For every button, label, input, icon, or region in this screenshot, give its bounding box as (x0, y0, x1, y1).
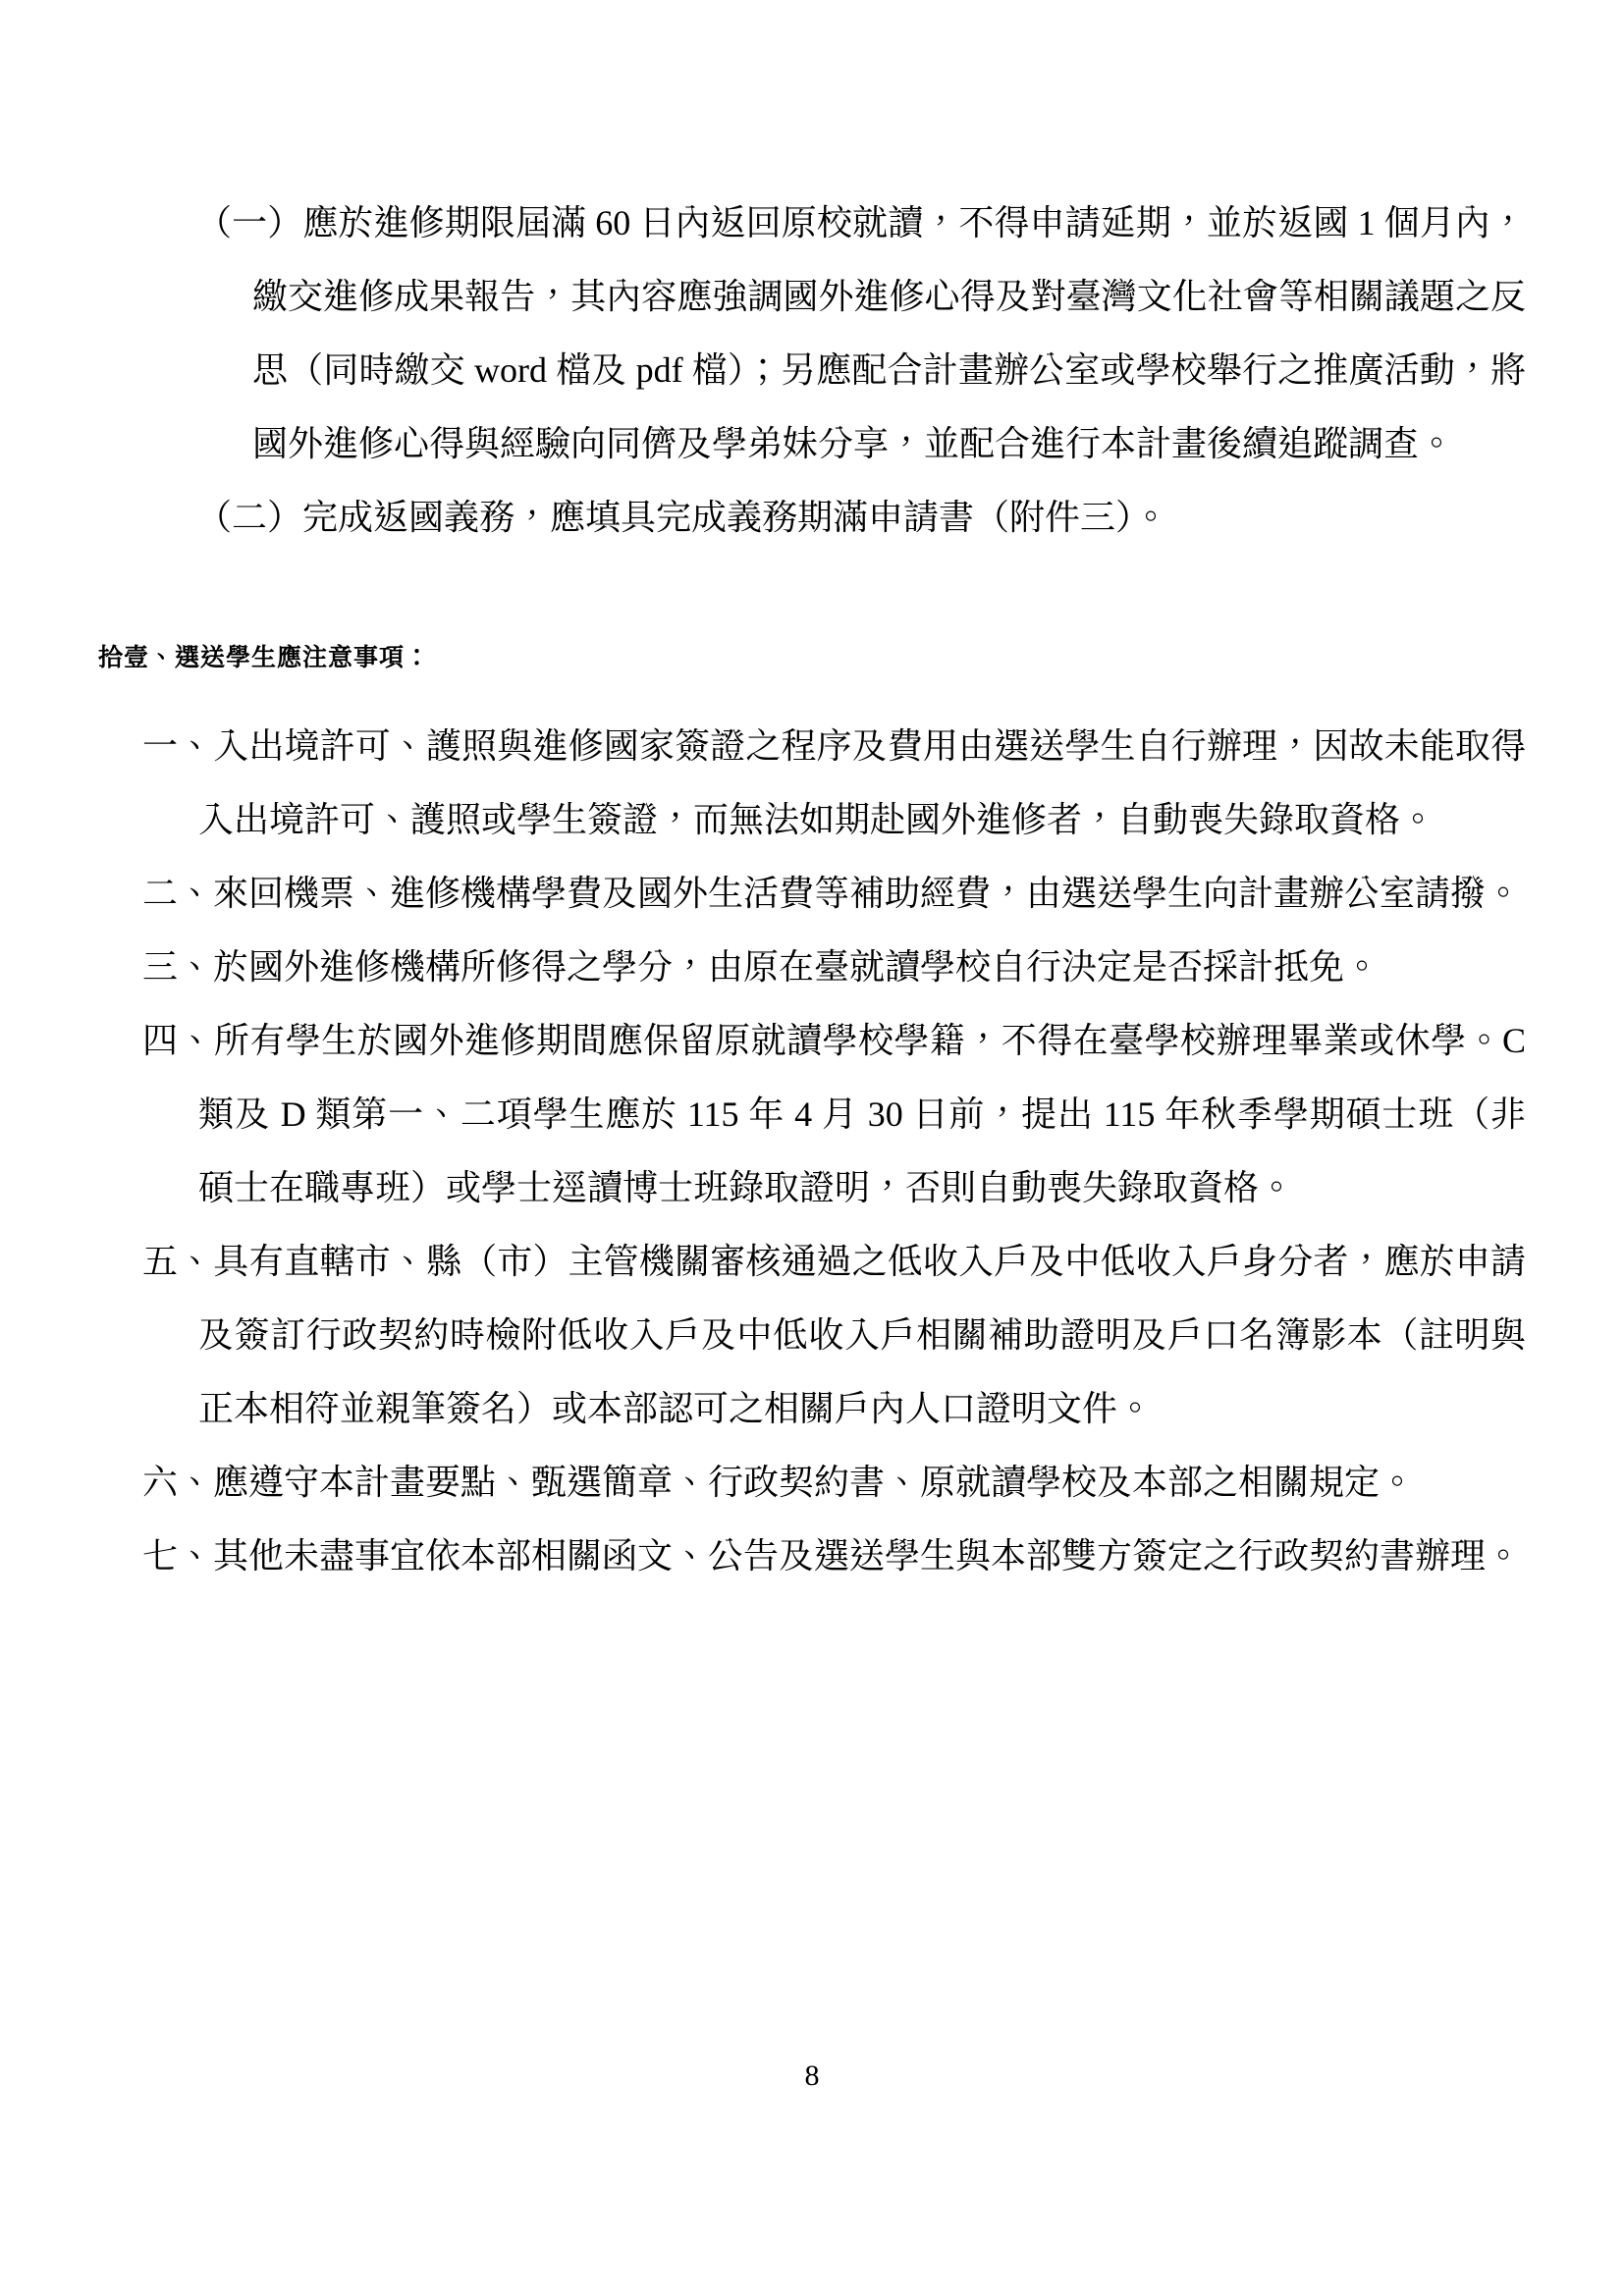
note-label: 四、 (142, 1021, 214, 1060)
note-label: 三、 (142, 947, 214, 987)
note-label: 二、 (142, 874, 214, 913)
note-text: 具有直轄市、縣（市）主管機關審核通過之低收入戶及中低收入戶身分者，應於申請及簽訂行政契約時檢附低收入戶及中低收入戶相關補助證明及戶口名簿影本（註明與正本相符並親筆簽名）或本部認可之相關戶內人口證明文件。 (198, 1242, 1526, 1428)
note-item-5 (142, 1225, 1526, 1446)
clause-item-1 (196, 187, 1526, 481)
page-number: 8 (804, 2059, 820, 2092)
note-text: 於國外進修機構所修得之學分，由原在臺就讀學校自行決定是否採計抵免。 (213, 947, 1380, 987)
note-label: 一、 (142, 726, 214, 766)
student-notes-list (98, 710, 1526, 1593)
clause-item-2 (196, 481, 1526, 555)
clause-label: （一） (196, 203, 303, 242)
return-obligation-clauses (98, 187, 1526, 555)
note-item-2 (142, 857, 1526, 931)
note-label: 五、 (142, 1242, 214, 1281)
clause-text: 應於進修期限屆滿 60 日內返回原校就讀，不得申請延期，並於返國 1 個月內，繳交進修成果報告，其內容應強調國外進修心得及對臺灣文化社會等相關議題之反思（同時繳交 word 檔及 pdf 檔）；另應配合計畫辦公室或學校舉行之推廣活動，將國外進修心得與經驗向同儕及學弟妹分享，並配合進行本計畫後續追蹤調查。 (252, 203, 1526, 463)
section-heading: 拾壹、選送學生應注意事項： (98, 644, 431, 671)
note-item-4 (142, 1004, 1526, 1225)
note-text: 所有學生於國外進修期間應保留原就讀學校學籍，不得在臺學校辦理畢業或休學。C 類及 D 類第一、二項學生應於 115 年 4 月 30 日前，提出 115 年秋季學期碩士班（非碩士在職專班）或學士逕讀博士班錄取證明，否則自動喪失錄取資格。 (198, 1021, 1526, 1207)
note-item-7 (142, 1520, 1526, 1593)
note-item-1 (142, 710, 1526, 857)
note-text: 應遵守本計畫要點、甄選簡章、行政契約書、原就讀學校及本部之相關規定。 (213, 1463, 1416, 1502)
note-text: 其他未盡事宜依本部相關函文、公告及選送學生與本部雙方簽定之行政契約書辦理。 (213, 1536, 1522, 1575)
clause-text: 完成返國義務，應填具完成義務期滿申請書（附件三）。 (302, 498, 1169, 537)
note-text: 來回機票、進修機構學費及國外生活費等補助經費，由選送學生向計畫辦公室請撥。 (213, 874, 1522, 913)
note-text: 入出境許可、護照與進修國家簽證之程序及費用由選送學生自行辦理，因故未能取得入出境許可、護照或學生簽證，而無法如期赴國外進修者，自動喪失錄取資格。 (198, 726, 1526, 839)
note-item-6 (142, 1446, 1526, 1520)
clause-label: （二） (196, 498, 303, 537)
note-label: 七、 (142, 1536, 214, 1575)
note-item-3 (142, 931, 1526, 1004)
note-label: 六、 (142, 1463, 214, 1502)
